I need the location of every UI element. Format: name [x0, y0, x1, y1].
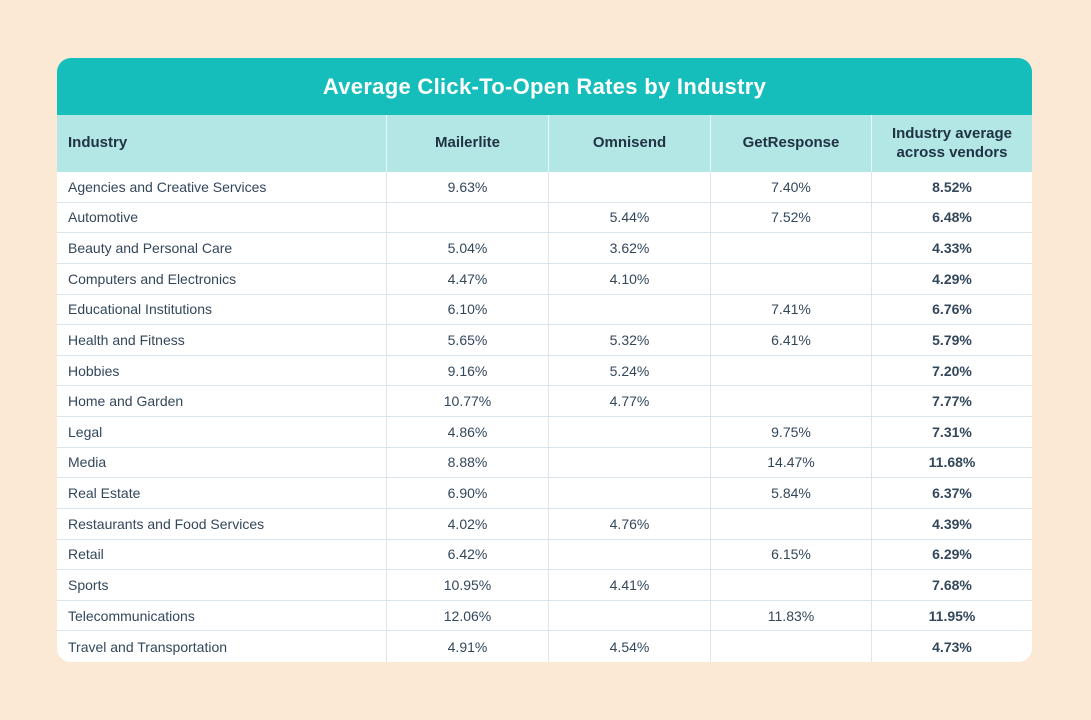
- column-header-mailerlite: Mailerlite: [387, 115, 549, 172]
- value-cell: 4.02%: [387, 509, 549, 540]
- value-cell: 5.44%: [549, 203, 711, 234]
- industry-cell: Legal: [57, 417, 387, 448]
- column-header-industry: Industry: [57, 115, 387, 172]
- industry-cell: Media: [57, 448, 387, 479]
- value-cell: [711, 356, 872, 387]
- value-cell: 4.41%: [549, 570, 711, 601]
- value-cell: 6.90%: [387, 478, 549, 509]
- value-cell: 6.37%: [872, 478, 1032, 509]
- industry-cell: Educational Institutions: [57, 295, 387, 326]
- column-header-industry-average: Industry average across vendors: [891, 124, 1013, 161]
- value-cell: 4.33%: [872, 233, 1032, 264]
- value-cell: 5.79%: [872, 325, 1032, 356]
- value-cell: 4.76%: [549, 509, 711, 540]
- value-cell: 5.84%: [711, 478, 872, 509]
- value-cell: 6.15%: [711, 540, 872, 571]
- industry-cell: Automotive: [57, 203, 387, 234]
- value-cell: 11.95%: [872, 601, 1032, 632]
- value-cell: 11.68%: [872, 448, 1032, 479]
- industry-cell: Agencies and Creative Services: [57, 172, 387, 203]
- column-header-getresponse: GetResponse: [711, 115, 872, 172]
- value-cell: 6.41%: [711, 325, 872, 356]
- industry-cell: Retail: [57, 540, 387, 571]
- value-cell: 10.95%: [387, 570, 549, 601]
- industry-cell: Real Estate: [57, 478, 387, 509]
- value-cell: [711, 570, 872, 601]
- value-cell: 7.40%: [711, 172, 872, 203]
- value-cell: [549, 601, 711, 632]
- value-cell: 9.16%: [387, 356, 549, 387]
- value-cell: 7.31%: [872, 417, 1032, 448]
- value-cell: [711, 386, 872, 417]
- value-cell: [549, 417, 711, 448]
- column-header-omnisend: Omnisend: [549, 115, 711, 172]
- value-cell: [549, 295, 711, 326]
- value-cell: [711, 509, 872, 540]
- value-cell: 7.20%: [872, 356, 1032, 387]
- value-cell: 6.48%: [872, 203, 1032, 234]
- value-cell: 7.77%: [872, 386, 1032, 417]
- value-cell: 4.10%: [549, 264, 711, 295]
- value-cell: 7.52%: [711, 203, 872, 234]
- value-cell: 5.04%: [387, 233, 549, 264]
- value-cell: 6.76%: [872, 295, 1032, 326]
- value-cell: 4.73%: [872, 631, 1032, 662]
- industry-cell: Hobbies: [57, 356, 387, 387]
- value-cell: 5.24%: [549, 356, 711, 387]
- value-cell: 4.86%: [387, 417, 549, 448]
- value-cell: 10.77%: [387, 386, 549, 417]
- industry-cell: Restaurants and Food Services: [57, 509, 387, 540]
- value-cell: [549, 172, 711, 203]
- value-cell: 6.29%: [872, 540, 1032, 571]
- cto-rates-table-card: [57, 58, 1032, 662]
- value-cell: [387, 203, 549, 234]
- table-title-bar: [57, 58, 1032, 115]
- industry-cell: Health and Fitness: [57, 325, 387, 356]
- value-cell: 7.41%: [711, 295, 872, 326]
- value-cell: 5.65%: [387, 325, 549, 356]
- value-cell: 14.47%: [711, 448, 872, 479]
- industry-cell: Sports: [57, 570, 387, 601]
- value-cell: 4.29%: [872, 264, 1032, 295]
- value-cell: [549, 448, 711, 479]
- value-cell: [711, 264, 872, 295]
- value-cell: 5.32%: [549, 325, 711, 356]
- value-cell: 9.63%: [387, 172, 549, 203]
- value-cell: 11.83%: [711, 601, 872, 632]
- industry-cell: Telecommunications: [57, 601, 387, 632]
- value-cell: 4.91%: [387, 631, 549, 662]
- industry-cell: Home and Garden: [57, 386, 387, 417]
- value-cell: [711, 631, 872, 662]
- industry-cell: Computers and Electronics: [57, 264, 387, 295]
- value-cell: 4.54%: [549, 631, 711, 662]
- value-cell: 4.39%: [872, 509, 1032, 540]
- value-cell: [711, 233, 872, 264]
- page-title: Average Click-To-Open Rates by Industry: [322, 73, 767, 99]
- value-cell: 7.68%: [872, 570, 1032, 601]
- value-cell: 8.52%: [872, 172, 1032, 203]
- value-cell: 6.10%: [387, 295, 549, 326]
- table-header-row: [57, 115, 1032, 172]
- value-cell: 6.42%: [387, 540, 549, 571]
- value-cell: 8.88%: [387, 448, 549, 479]
- industry-cell: Travel and Transportation: [57, 631, 387, 662]
- value-cell: 3.62%: [549, 233, 711, 264]
- table-body: [57, 172, 1032, 662]
- industry-cell: Beauty and Personal Care: [57, 233, 387, 264]
- value-cell: [549, 478, 711, 509]
- value-cell: 12.06%: [387, 601, 549, 632]
- value-cell: 4.77%: [549, 386, 711, 417]
- value-cell: 9.75%: [711, 417, 872, 448]
- value-cell: 4.47%: [387, 264, 549, 295]
- value-cell: [549, 540, 711, 571]
